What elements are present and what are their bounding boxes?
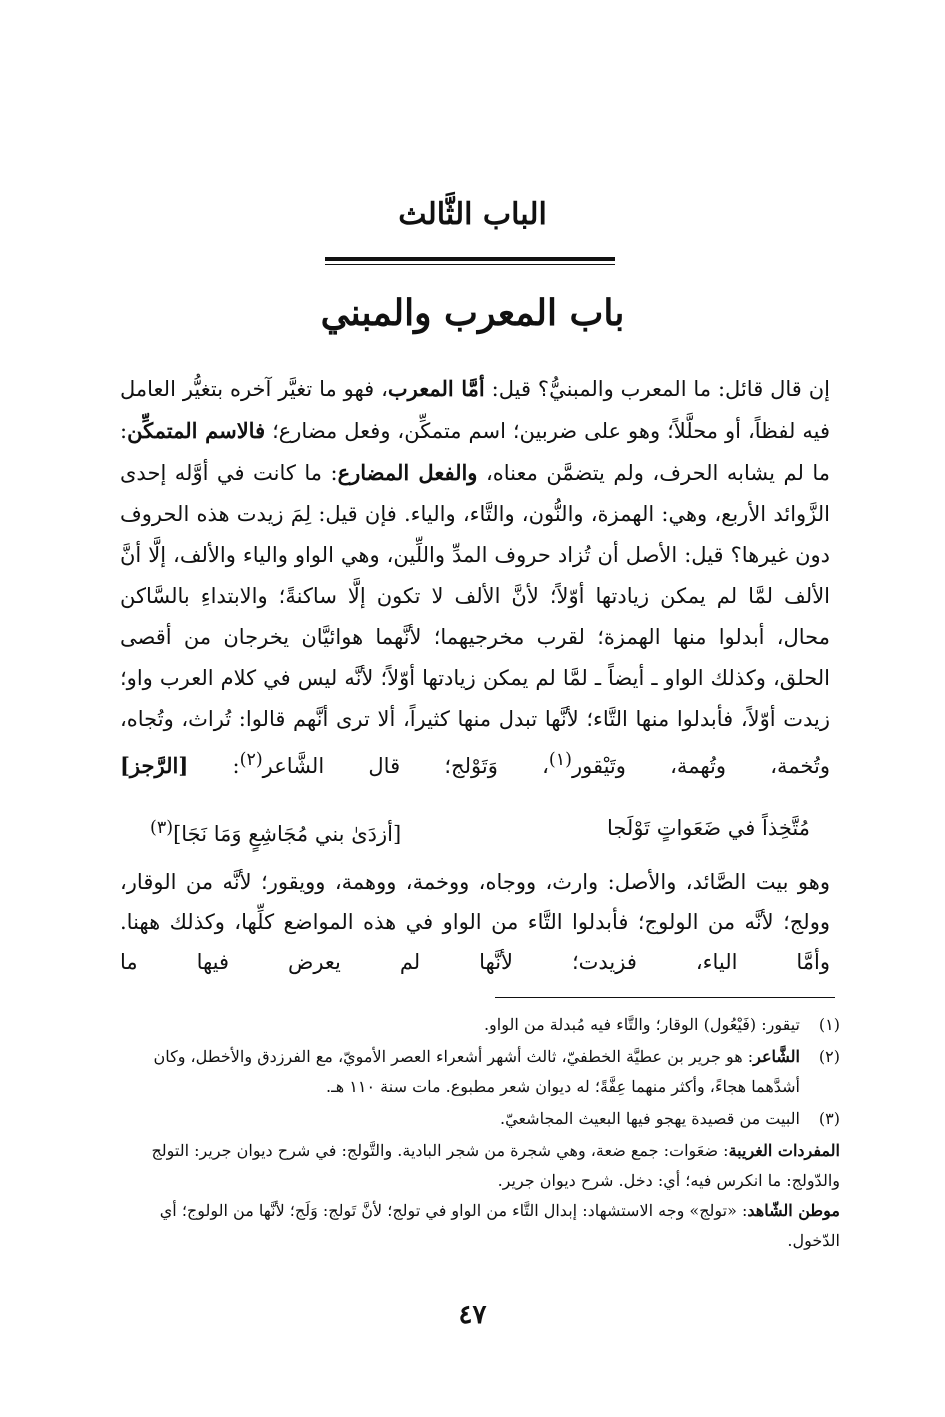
footnote-number: (٢) <box>818 1047 840 1066</box>
term-fi3l-mudari3: والفعل المضارع <box>337 460 478 485</box>
footnote-1 <box>115 1010 840 1040</box>
text-run: : <box>232 754 240 778</box>
footnote-ref-3[interactable]: (٣) <box>150 818 174 838</box>
text-run: : ما كانت في أوَّله إحدى الزَّوائد الأربع، وهي: الهمزة، والنُّون، والتَّاء، والياء. فإن قيل: لِمَ زيدت هذه الحروف دون غيرها؟ قيل: الأصل أن تُزاد حروف المدِّ واللِّين، وهي الواو والياء والألف، إلَّا أنَّ الألف لمَّا لم يمكن زيادتها أوّلاً؛ لأنَّ الألف لا تكون إلَّا ساكنةً؛ والابتداءِ بالسَّاكن محال، أبدلوا منها الهمزة؛ لقرب مخرجيهما؛ لأنَّهما هوائيَّان يخرجان من أقصى الحلق، وكذلك الواو ـ أيضاً ـ لمَّا لم يمكن زيادتها أوّلاً؛ لأنَّه ليس في كلام العرب واو؛ زيدت أوّلاً، فأبدلوا منها التَّاء؛ لأنَّها تبدل منها كثيراً، ألا ترى أنَّهم قالوا: تُراث، وتُجاه، وتُخمة، وتُهمة، وتَيْقور <box>120 461 831 778</box>
text-run: : ما لم يشابه الحرف، ولم يتضمَّن معناه، <box>120 419 830 485</box>
text-run: ، وَتَوْلج؛ قال الشَّاعر <box>262 754 549 778</box>
text-run: إن قال قائل: ما المعرب والمبنيُّ؟ قيل: <box>484 377 831 401</box>
term-ism-mutamakkin: فالاسم المتمكِّن <box>127 418 266 443</box>
footnote-number: (٣) <box>818 1109 840 1128</box>
footnote-3-vocab <box>115 1136 840 1196</box>
paragraph-1 <box>120 368 830 787</box>
term-mu3rab: أمَّا المعرب <box>387 376 485 401</box>
footnote-text: : هو جرير بن عطيَّة الخطفيّ، ثالث أشهر أشعراء العصر الأمويّ، مع الفرزدق والأخطل، وكان أشدَّهما هجاءً، وأكثر منهما عِفَّةً؛ له ديوان شعر مطبوع. مات سنة ١١٠ هـ. <box>153 1047 800 1096</box>
footnote-separator <box>495 997 835 998</box>
title-rule-thin <box>325 264 615 265</box>
vocab-text: : ضعَوات: جمع ضعة، وهي شجرة من شجر البادية. والتَّولج: في شرح ديوان جرير: التولج والدّولج: ما انكرس فيه؛ أي: دخل. شرح ديوان جرير. <box>151 1141 840 1190</box>
footnote-3 <box>115 1104 840 1134</box>
part-title: الباب الثَّالث <box>398 197 547 232</box>
footnote-number: (١) <box>818 1015 840 1034</box>
text-run: ، فهو ما تغيَّر آخره بتغيُّر العامل فيه لفظاً، أو محلَّلاً؛ وهو على ضربين؛ اسم متمكِّن، وفعل مضارع؛ <box>120 377 830 443</box>
main-paragraph <box>120 368 830 788</box>
footnote-2 <box>115 1042 840 1102</box>
footnote-ref-1[interactable]: (١) <box>548 750 572 770</box>
footnote-text: البيت من قصيدة يهجو فيها البعيث المجاشعيّ. <box>500 1109 800 1128</box>
meter-label: [الرَّجز] <box>120 753 189 778</box>
witness-label: موطن الشّاهد <box>747 1201 840 1220</box>
verse-second-hemistich <box>150 808 401 854</box>
verse-second-text: [أزدَىٰ بني مُجَاشِعٍ وَمَا نَجَا] <box>173 822 402 846</box>
title-rule-thick <box>325 257 615 261</box>
page-number: ٤٧ <box>458 1300 487 1330</box>
verse-first-hemistich: مُتَّخِذاً في ضَعَواتٍ تَوْلَجا <box>606 816 810 840</box>
footnote-text: تيقور: (فَيْعُول) الوقار؛ والتَّاء فيه مُبدلة من الواو. <box>483 1015 800 1034</box>
vocab-label: المفردات الغريبة <box>728 1141 840 1160</box>
footnote-3-witness <box>115 1196 840 1256</box>
footnote-ref-2[interactable]: (٢) <box>239 750 263 770</box>
footnotes <box>115 1010 840 1295</box>
poetry-verse <box>150 808 810 848</box>
second-paragraph: وهو بيت الصَّائد، والأصل: وارث، ووجاه، ووخمة، ووهمة، وويقور؛ لأنَّه من الوقار، وولج؛ لأنَّه من الولوج؛ فأبدلوا التَّاء من الواو في هذه المواضع كلِّها، وكذلك ههنا. وأمَّا الياء، فزيدت؛ لأنَّها لم يعرض فيها ما <box>120 870 830 974</box>
witness-text: : «تولج» وجه الاستشهاد: إبدال التَّاء من الواو في تولج؛ لأنَّ تَولج: وَلَج؛ لأنَّها من الولوج؛ أي الدّخول. <box>159 1201 840 1250</box>
footnote-label: الشَّاعر <box>753 1047 800 1066</box>
chapter-title: باب المعرب والمبني <box>320 292 625 334</box>
